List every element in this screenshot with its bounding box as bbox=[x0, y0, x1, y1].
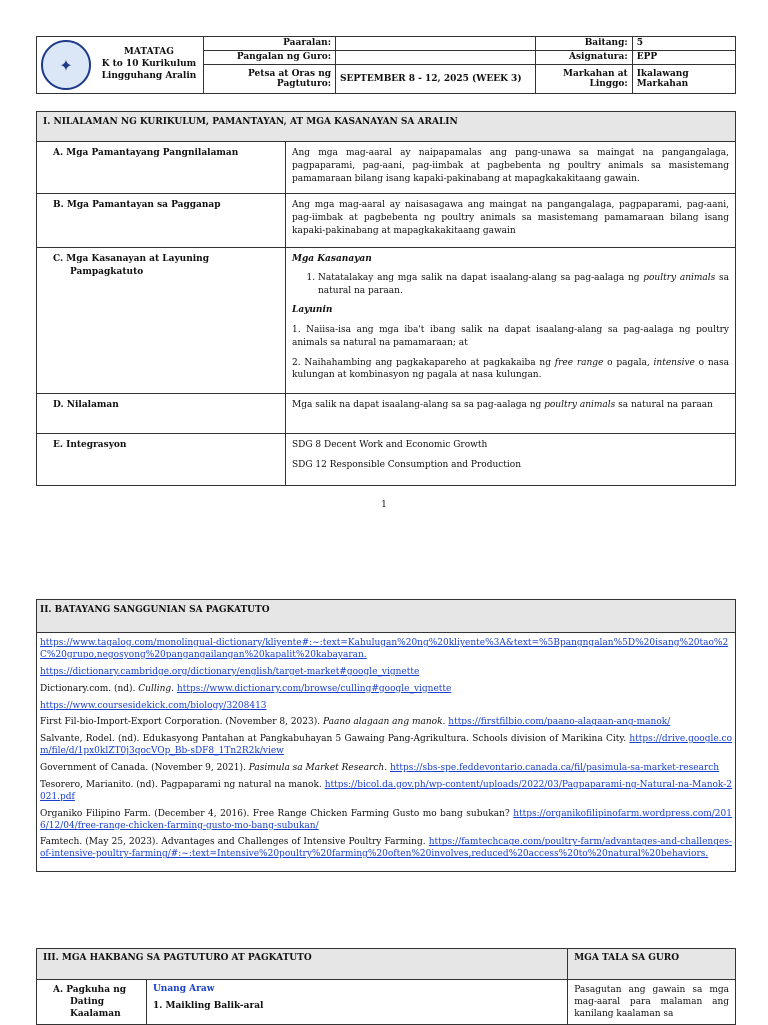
header-table bbox=[36, 36, 736, 94]
kasanayan-text: sa natural na paraan. bbox=[318, 272, 729, 296]
reference-link[interactable]: https://drive.google.com/file/d/1px0klZT0j3qocVOp_Bb-sDF8_1Tn2R2k/view bbox=[40, 734, 732, 757]
competencies-label-line: Pampagkatuto bbox=[70, 266, 144, 277]
reference-item bbox=[40, 837, 732, 861]
notes-title: MGA TALA SA GURO bbox=[568, 949, 736, 980]
list-item bbox=[318, 272, 729, 298]
day-heading: Unang Araw bbox=[152, 984, 215, 994]
markahan-value: Ikalawang Markahan bbox=[632, 65, 735, 94]
competencies-label bbox=[37, 248, 286, 394]
reference-link[interactable]: https://famtechcage.com/poultry-farm/advantages-and-challenges-of-intensive-poultry-farming/#:~:text=Intensive%20poultry%20farming%20often%20involves,reduced%20access%20to%20natural%20behaviors. bbox=[40, 837, 732, 860]
layunin-emphasis: intensive bbox=[653, 357, 695, 368]
content-standards-text: Ang mga mag-aaral ay naipapamalas ang pang-unawa sa maingat na pangangalaga, pagpaparami, pag-aani, pag-iimbak at pagbebenta ng poultry animals sa masistemang pamamaraan bilang isang kapaki-pakinabang at mapagkakakitaang gawain. bbox=[286, 142, 736, 194]
markahan-label: Markahan at Linggo: bbox=[535, 65, 632, 94]
step-heading: 1. Maikling Balik-aral bbox=[152, 1001, 264, 1011]
reference-link[interactable]: https://organikofilipinofarm.wordpress.com/2016/12/04/free-range-chicken-farming-gusto-mo-bang-subukan/ bbox=[40, 808, 732, 831]
reference-link[interactable]: https://www.tagalog.com/monolingual-dictionary/kliyente#:~:text=Kahulugan%20ng%20kliyente%3A&text=%5Bpangngalan%5D%20isang%20tao%2C%20grupo,negosyong%20pangangailangan%20kapalit%20kabayaran. bbox=[40, 638, 729, 660]
header-title-line: MATATAG bbox=[123, 47, 174, 58]
integration-item: SDG 8 Decent Work and Economic Growth bbox=[292, 440, 488, 450]
reference-link[interactable]: https://bicol.da.gov.ph/wp-content/uploads/2022/03/Pagpaparami-ng-Natural-na-Manok-2021.pdf bbox=[40, 779, 732, 802]
header-title-line: K to 10 Kurikulum bbox=[101, 59, 197, 70]
kasanayan-list bbox=[292, 272, 729, 298]
reference-text: Government of Canada. (November 9, 2021). bbox=[40, 763, 249, 773]
reference-link[interactable]: https://www.dictionary.com/browse/culling#google_vignette bbox=[176, 683, 452, 694]
kasanayan-title: Mga Kasanayan bbox=[292, 254, 372, 264]
reference-text: Organiko Filipino Farm. (December 4, 2016). Free Range Chicken Farming Gusto mo bang subukan? bbox=[40, 808, 510, 819]
reference-item bbox=[40, 717, 732, 729]
references-content bbox=[37, 633, 736, 872]
section-steps-table bbox=[36, 948, 736, 1025]
reference-link[interactable]: https://dictionary.cambridge.org/dictionary/english/target-market#google_vignette bbox=[40, 666, 420, 677]
reference-item bbox=[40, 667, 732, 679]
reference-link[interactable]: https://sbs-spe.feddevontario.canada.ca/fil/pasimula-sa-market-research bbox=[389, 763, 720, 773]
section-2-title: II. BATAYANG SANGGUNIAN SA PAGKATUTO bbox=[37, 600, 736, 633]
layunin-text: 2. Naihahambing ang pagkakapareho at pagkakaiba ng bbox=[292, 357, 555, 368]
teacher-note: Pasagutan ang gawain sa mga mag-aaral para malaman ang kanilang kaalaman sa bbox=[568, 980, 736, 1025]
reference-text: First Fil-bio-Import-Export Corporation. (November 8, 2023). bbox=[40, 717, 323, 728]
reference-title: Pasimula sa Market Research. bbox=[248, 763, 388, 773]
asignatura-label: Asignatura: bbox=[535, 51, 632, 65]
layunin-emphasis: free range bbox=[554, 357, 604, 368]
reference-item bbox=[40, 638, 732, 662]
section-1-title: I. NILALAMAN NG KURIKULUM, PAMANTAYAN, AT MGA KASANAYAN SA ARALIN bbox=[37, 112, 736, 142]
reference-item bbox=[40, 684, 732, 696]
reference-text: Tesorero, Marianito. (nd). Pagpaparami ng natural na manok. bbox=[40, 779, 322, 790]
paaralan-value bbox=[336, 37, 536, 51]
reference-text: Dictionary.com. (nd). bbox=[40, 683, 139, 694]
integration-label: E. Integrasyon bbox=[37, 434, 286, 486]
logo-cell bbox=[37, 37, 96, 94]
competencies-content bbox=[286, 248, 736, 394]
reference-item bbox=[40, 763, 732, 775]
baitang-value: 5 bbox=[632, 37, 735, 51]
content-emphasis: poultry animals bbox=[544, 400, 616, 410]
section-3-title: III. MGA HAKBANG SA PAGTUTURO AT PAGKATUTO bbox=[37, 949, 568, 980]
kasanayan-text: Natatalakay ang mga salik na dapat isaalang-alang sa pag-aalaga ng bbox=[318, 272, 644, 283]
content-standards-label: A. Mga Pamantayang Pangnilalaman bbox=[37, 142, 286, 194]
integration-content bbox=[286, 434, 736, 486]
step-a-label-line: Kaalaman bbox=[70, 1009, 121, 1020]
performance-standards-label: B. Mga Pamantayan sa Pagganap bbox=[37, 194, 286, 248]
content-text-part: sa natural na paraan bbox=[615, 400, 713, 410]
guro-label: Pangalan ng Guro: bbox=[203, 51, 335, 65]
content-label: D. Nilalaman bbox=[37, 394, 286, 434]
guro-value bbox=[336, 51, 536, 65]
asignatura-value: EPP bbox=[632, 51, 735, 65]
deped-seal-icon: ✦ bbox=[41, 40, 91, 90]
layunin-text: o pagala, bbox=[603, 357, 654, 368]
integration-item: SDG 12 Responsible Consumption and Production bbox=[292, 459, 522, 470]
page-number: 1 bbox=[381, 500, 387, 510]
layunin-item bbox=[292, 357, 729, 383]
step-a-label-line: Dating bbox=[70, 997, 105, 1008]
reference-item bbox=[40, 809, 732, 833]
reference-title: Culling. bbox=[138, 683, 175, 694]
step-a-label bbox=[37, 980, 147, 1025]
content-text-part: Mga salik na dapat isaalang-alang sa sa pag-aalaga ng bbox=[292, 400, 545, 410]
reference-text: Famtech. (May 25, 2023). Advantages and Challenges of Intensive Poultry Farming. bbox=[40, 837, 426, 848]
paaralan-label: Paaralan: bbox=[203, 37, 335, 51]
baitang-label: Baitang: bbox=[535, 37, 632, 51]
reference-link[interactable]: https://www.coursesidekick.com/biology/3208413 bbox=[40, 700, 267, 711]
reference-item bbox=[40, 701, 732, 713]
step-a-content bbox=[146, 980, 567, 1025]
reference-item bbox=[40, 734, 732, 758]
section-curriculum-table bbox=[36, 111, 736, 486]
petsa-label: Petsa at Oras ng Pagtuturo: bbox=[203, 65, 335, 94]
layunin-title: Layunin bbox=[292, 305, 333, 316]
content-text bbox=[286, 394, 736, 434]
header-title-line: Lingguhang Aralin bbox=[101, 70, 197, 81]
layunin-item: 1. Naiisa-isa ang mga iba't ibang salik na dapat isaalang-alang sa pag-aalaga ng poultry animals sa natural na pamamaraan; at bbox=[292, 325, 729, 348]
reference-item bbox=[40, 780, 732, 804]
reference-link[interactable]: https://firstfilbio.com/paano-alagaan-ang-manok/ bbox=[448, 717, 671, 728]
header-title bbox=[95, 37, 203, 94]
step-a-label-line: A. Pagkuha ng bbox=[53, 985, 127, 995]
kasanayan-emphasis: poultry animals bbox=[643, 272, 716, 283]
performance-standards-text: Ang mga mag-aaral ay naisasagawa ang maingat na pangangalaga, pagpaparami, pag-aani, pag-iimbak at pagbebenta ng poultry animals sa masistemang pamamaraan bilang isang kapaki-pakinabang at mapagkakakitaang gawain bbox=[286, 194, 736, 248]
layunin-text: o nasa kulungan at kombinasyon ng pagala at nasa kulungan. bbox=[292, 357, 729, 381]
reference-text: Salvante, Rodel. (nd). Edukasyong Pantahan at Pangkabuhayan 5 Gawaing Pang-Agrikultura. Schools division of Marikina City. bbox=[40, 734, 627, 745]
petsa-value: SEPTEMBER 8 - 12, 2025 (WEEK 3) bbox=[336, 65, 536, 94]
competencies-label-line: C. Mga Kasanayan at Layuning bbox=[53, 254, 210, 264]
section-references-table bbox=[36, 599, 736, 872]
reference-title: Paano alagaan ang manok. bbox=[322, 717, 446, 728]
